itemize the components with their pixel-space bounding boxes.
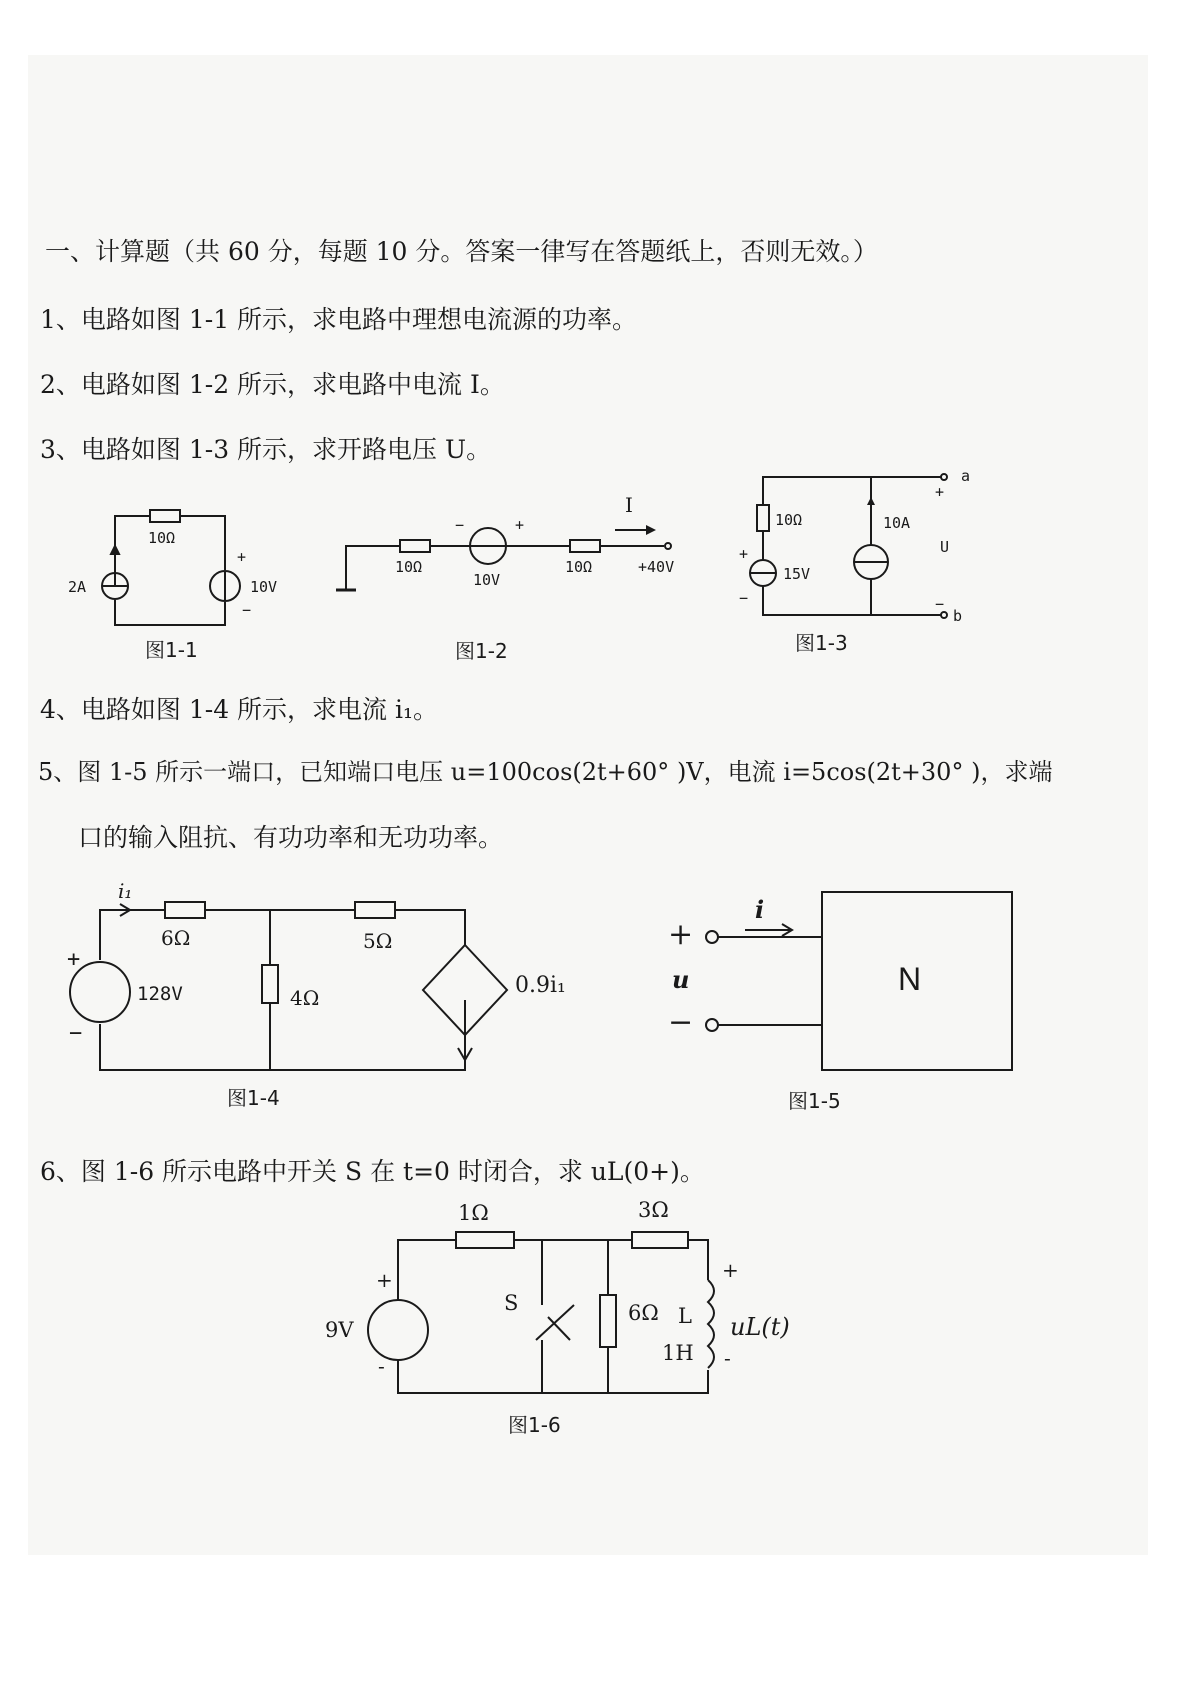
question-5: 5、图 1-5 所示一端口，已知端口电压 u=100cos(2t+60° )V，电流 i=5cos(2t+30° )，求端 xyxy=(38,758,1053,786)
question-4: 4、电路如图 1-4 所示，求电流 i₁。 xyxy=(40,695,439,724)
figure-1-1 xyxy=(60,500,278,670)
fig1-3-caption: 图1-3 xyxy=(795,631,848,655)
question-3: 3、电路如图 1-3 所示，求开路电压 U。 xyxy=(40,435,492,464)
fig1-6-caption: 图1-6 xyxy=(508,1413,561,1437)
fig1-6-ul-label: uL(t) xyxy=(730,1313,790,1341)
figure-1-6 xyxy=(310,1195,830,1445)
fig1-6-switch-label: S xyxy=(504,1291,519,1315)
fig1-2-r2-label: 10Ω xyxy=(565,558,593,576)
fig1-3-term-minus: − xyxy=(935,595,945,613)
fig1-5-network-label: N xyxy=(898,961,922,997)
figure-1-2 xyxy=(340,490,720,670)
fig1-3-term-plus: + xyxy=(935,483,945,501)
fig1-4-r2-label: 5Ω xyxy=(363,929,393,953)
fig1-1-minus: − xyxy=(242,601,252,619)
fig1-3-a-label: a xyxy=(961,467,971,485)
fig1-5-current-label: i xyxy=(755,895,765,924)
fig1-6-l-label: L xyxy=(678,1304,692,1328)
fig1-6-plus: + xyxy=(376,1268,393,1292)
question-1: 1、电路如图 1-1 所示，求电路中理想电流源的功率。 xyxy=(40,305,638,334)
fig1-4-r3-label: 4Ω xyxy=(290,986,320,1010)
question-6: 6、图 1-6 所示电路中开关 S 在 t=0 时闭合，求 uL(0+)。 xyxy=(40,1157,705,1186)
fig1-2-current-label: I xyxy=(625,493,633,517)
fig1-6-lval-label: 1H xyxy=(662,1341,694,1365)
fig1-3-resistor-label: 10Ω xyxy=(775,511,803,529)
fig1-6-r3-label: 6Ω xyxy=(628,1301,659,1325)
fig1-6-lplus: + xyxy=(722,1258,739,1282)
fig1-4-dep-label: 0.9i₁ xyxy=(515,973,566,998)
fig1-4-vsrc-label: 128V xyxy=(137,983,183,1005)
fig1-4-r1-label: 6Ω xyxy=(161,926,191,950)
fig1-5-minus: − xyxy=(668,1005,694,1040)
fig1-6-lminus: - xyxy=(724,1346,731,1370)
question-2: 2、电路如图 1-2 所示，求电路中电流 I。 xyxy=(40,370,505,399)
fig1-6-minus: - xyxy=(378,1354,385,1378)
fig1-2-minus: − xyxy=(455,516,465,534)
fig1-6-r2-label: 3Ω xyxy=(638,1198,669,1222)
fig1-6-r1-label: 1Ω xyxy=(458,1201,489,1225)
figure-1-4 xyxy=(65,880,625,1110)
fig1-4-minus: − xyxy=(69,1021,83,1046)
fig1-1-current-label: 2A xyxy=(68,578,87,596)
fig1-1-resistor-label: 10Ω xyxy=(148,529,176,547)
fig1-1-caption: 图1-1 xyxy=(145,638,198,662)
fig1-3-plus: + xyxy=(739,545,749,563)
fig1-2-plus: + xyxy=(515,516,525,534)
fig1-5-caption: 图1-5 xyxy=(788,1089,841,1113)
fig1-3-vsrc-label: 15V xyxy=(783,565,811,583)
fig1-2-caption: 图1-2 xyxy=(455,639,508,663)
fig1-3-u-label: U xyxy=(940,538,950,556)
fig1-4-plus: + xyxy=(67,947,81,972)
fig1-2-r1-label: 10Ω xyxy=(395,558,423,576)
question-5-cont: 口的输入阻抗、有功功率和无功功率。 xyxy=(78,823,504,852)
fig1-1-plus: + xyxy=(237,548,247,566)
fig1-4-caption: 图1-4 xyxy=(227,1086,280,1110)
fig1-5-plus: + xyxy=(668,917,694,952)
fig1-4-current-label: i₁ xyxy=(118,879,133,903)
fig1-2-vsrc-label: 10V xyxy=(473,571,501,589)
figure-1-5 xyxy=(660,880,1050,1120)
fig1-3-b-label: b xyxy=(953,607,963,625)
fig1-2-vout-label: +40V xyxy=(638,558,675,576)
figure-1-3 xyxy=(735,465,995,665)
fig1-3-minus: − xyxy=(739,589,749,607)
section-heading: 一、计算题（共 60 分，每题 10 分。答案一律写在答题纸上，否则无效。） xyxy=(45,237,878,266)
fig1-6-vsrc-label: 9V xyxy=(325,1318,354,1342)
fig1-3-isrc-label: 10A xyxy=(883,514,911,532)
fig1-5-voltage-label: u xyxy=(672,965,690,994)
fig1-1-voltage-label: 10V xyxy=(250,578,278,596)
